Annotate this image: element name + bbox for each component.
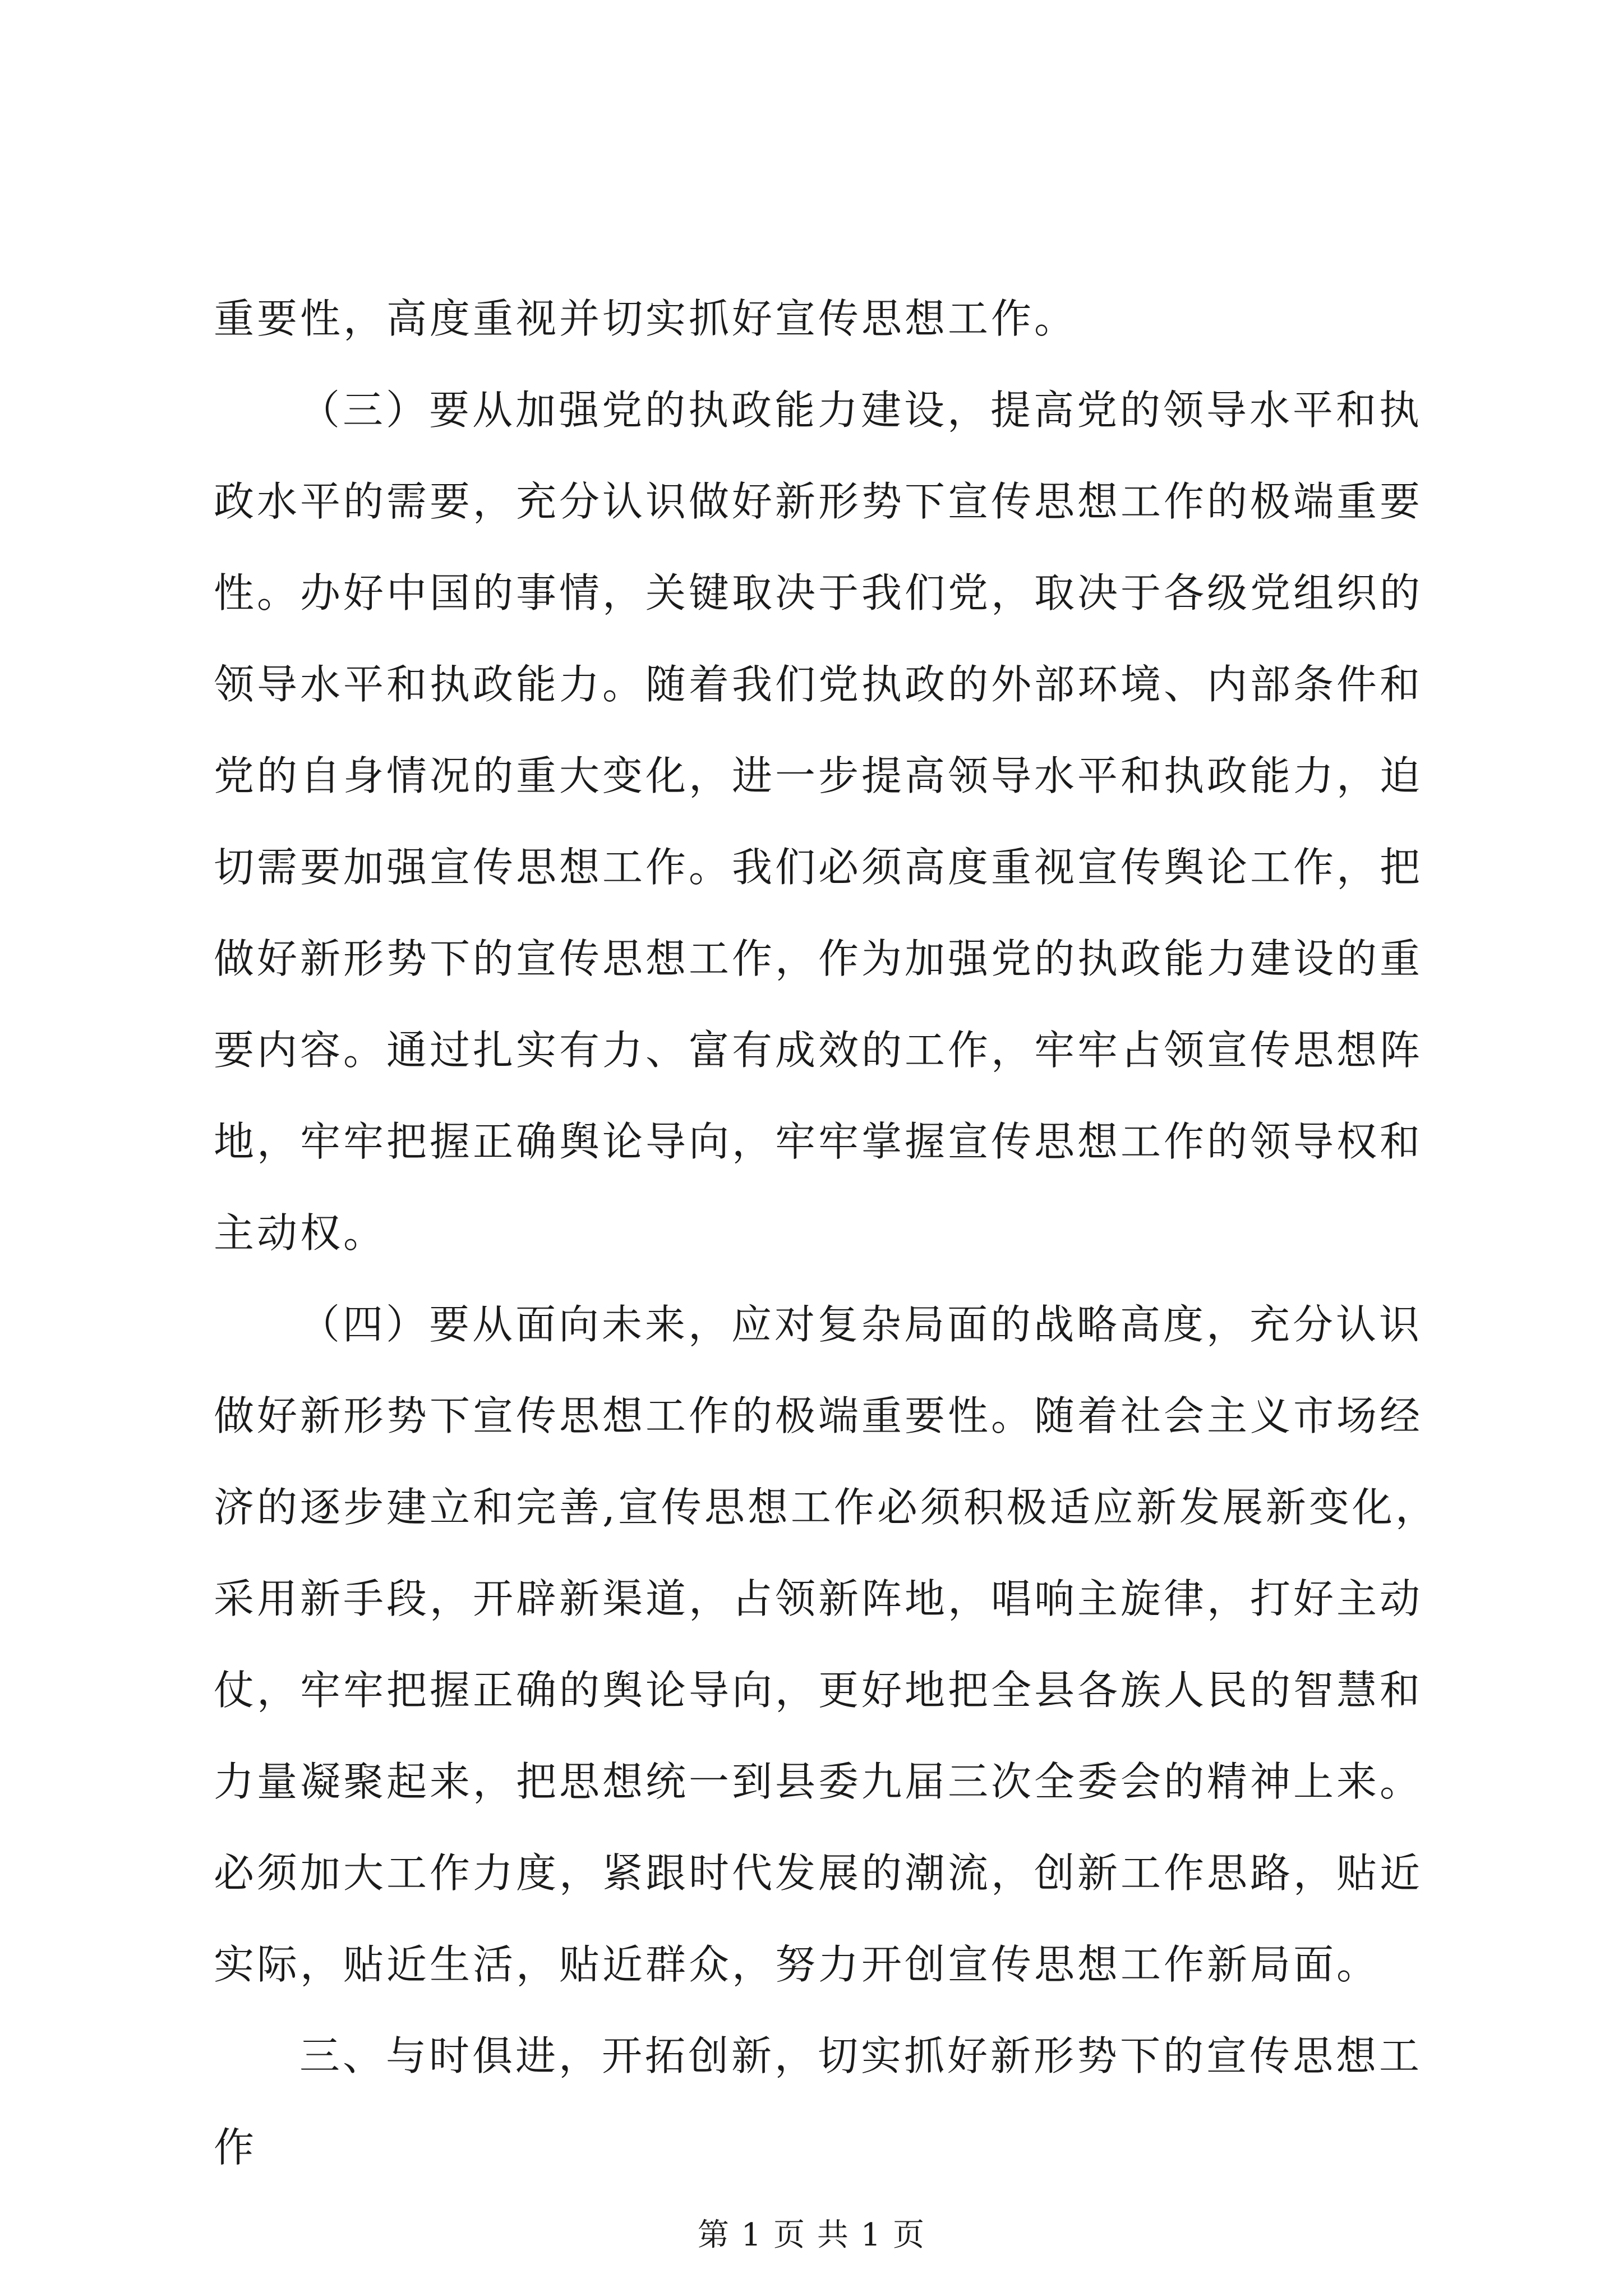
body-text-line: 做好新形势下宣传思想工作的极端重要性。随着社会主义市场经 xyxy=(214,1392,1423,1439)
page-number-footer: 第 1 页 共 1 页 xyxy=(697,2217,926,2253)
body-text-line: 性。办好中国的事情，关键取决于我们党，取决于各级党组织的 xyxy=(214,569,1423,616)
body-text-line: 重要性，高度重视并切实抓好宣传思想工作。 xyxy=(214,295,1078,342)
body-text-line: 政水平的需要，充分认识做好新形势下宣传思想工作的极端重要 xyxy=(214,478,1423,525)
body-text-line: 地，牢牢把握正确舆论导向，牢牢掌握宣传思想工作的领导权和 xyxy=(214,1118,1423,1165)
section-three-paragraph-start: （三）要从加强党的执政能力建设，提高党的领导水平和执 xyxy=(299,386,1423,434)
body-text-line: 切需要加强宣传思想工作。我们必须高度重视宣传舆论工作，把 xyxy=(214,844,1423,891)
section-heading-continuation: 作 xyxy=(214,2124,257,2171)
body-text-line: 仗，牢牢把握正确的舆论导向，更好地把全县各族人民的智慧和 xyxy=(214,1667,1423,1714)
body-text-line: 力量凝聚起来，把思想统一到县委九届三次全委会的精神上来。 xyxy=(214,1758,1423,1805)
body-text-line: 主动权。 xyxy=(214,1209,387,1257)
body-text-line: 要内容。通过扎实有力、富有成效的工作，牢牢占领宣传思想阵 xyxy=(214,1027,1423,1074)
section-four-paragraph-start: （四）要从面向未来，应对复杂局面的战略高度，充分认识 xyxy=(299,1301,1423,1348)
section-heading: 三、与时俱进，开拓创新，切实抓好新形势下的宣传思想工 xyxy=(299,2032,1423,2079)
body-text-line: 领导水平和执政能力。随着我们党执政的外部环境、内部条件和 xyxy=(214,661,1423,708)
body-text-line: 做好新形势下的宣传思想工作，作为加强党的执政能力建设的重 xyxy=(214,935,1423,982)
body-text-line: 党的自身情况的重大变化，进一步提高领导水平和执政能力，迫 xyxy=(214,752,1423,799)
body-text-line: 济的逐步建立和完善,宣传思想工作必须积极适应新发展新变化， xyxy=(214,1484,1438,1531)
body-text-line: 必须加大工作力度，紧跟时代发展的潮流，创新工作思路，贴近 xyxy=(214,1849,1423,1897)
body-text-line: 采用新手段，开辟新渠道，占领新阵地，唱响主旋律，打好主动 xyxy=(214,1575,1423,1622)
body-text-line: 实际，贴近生活，贴近群众，努力开创宣传思想工作新局面。 xyxy=(214,1941,1380,1988)
